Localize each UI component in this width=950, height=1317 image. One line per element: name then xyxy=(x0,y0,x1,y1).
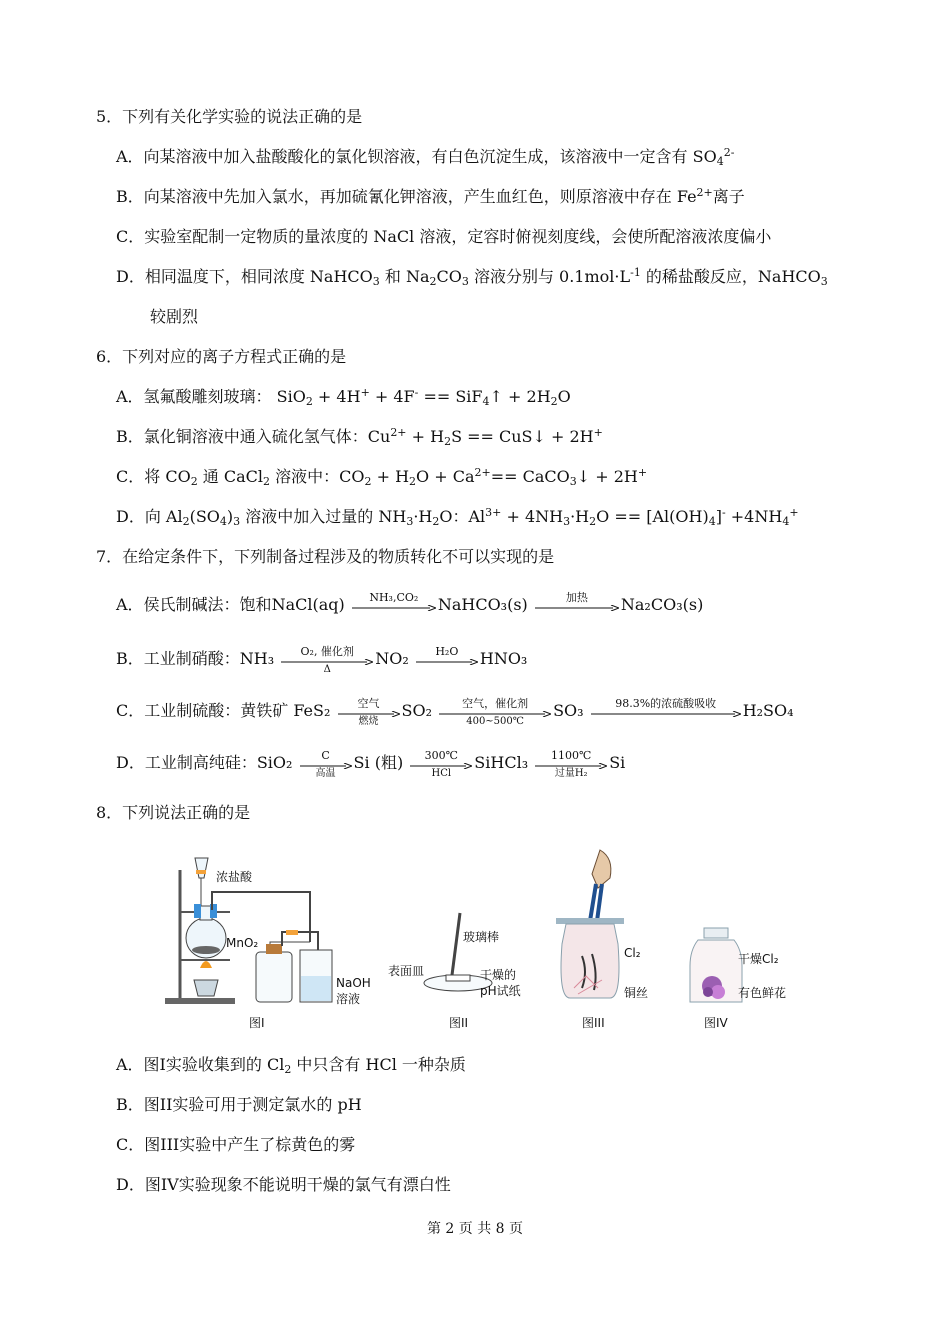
label-cl2: Cl₂ xyxy=(624,946,641,960)
reaction-arrow: 空气，催化剂 400~500℃ xyxy=(439,701,551,723)
label-ph-paper: pH试纸 xyxy=(480,984,521,998)
q7-option-a: A．侯氏制碱法：饱和NaCl(aq) NH₃,CO₂ NaHCO₃(s) 加热 Na₂CO₃(s) xyxy=(116,594,703,617)
q7-option-c: C．工业制硫酸：黄铁矿 FeS₂ 空气 燃烧 SO₂ 空气，催化剂 400~500℃ SO₃ 98.3%的浓硫酸吸收 H₂SO₄ xyxy=(116,696,794,727)
q6-option-b: B．氯化铜溶液中通入硫化氢气体：$Cu^{2+} + H_2S$ == CuS↓ + 2H+ xyxy=(116,426,603,448)
q8-option-c: C．图III实验中产生了棕黄色的雾 xyxy=(116,1135,356,1154)
q8-option-a: A．图I实验收集到的 $Cl_2$ 中只含有 HCl 一种杂质 xyxy=(116,1055,466,1076)
page-footer: 第 2 页 共 8 页 xyxy=(426,1221,524,1237)
figure-1-caption: 图I xyxy=(249,1016,265,1030)
label-dry-cl2: 干燥Cl₂ xyxy=(738,952,779,966)
reaction-arrow: H₂O xyxy=(416,649,478,671)
q5-option-b: B．向某溶液中先加入氯水，再加硫氰化钾溶液，产生血红色，则原溶液中存在 $Fe^{2+}$离子 xyxy=(116,186,745,206)
label-glass-rod: 玻璃棒 xyxy=(463,930,500,944)
q7-option-b: B．工业制硝酸：NH₃ O₂, 催化剂 Δ NO₂ H₂O HNO₃ xyxy=(116,644,528,675)
label-watch-glass: 表面皿 xyxy=(388,964,425,978)
reaction-arrow: 300℃ HCl xyxy=(410,753,472,775)
label-copper-wire: 铜丝 xyxy=(624,986,649,1000)
label-mno2: MnO₂ xyxy=(226,936,259,950)
figure-4-dry-chlorine-flower xyxy=(686,926,746,1008)
q8-stem: 8．下列说法正确的是 xyxy=(96,803,251,822)
reaction-arrow: O₂, 催化剂 Δ xyxy=(281,649,373,671)
q5-option-c: C．实验室配制一定物质的量浓度的 NaCl 溶液，定容时俯视刻度线，会使所配溶液浓度偏小 xyxy=(116,227,772,246)
figure-3-copper-burning xyxy=(552,848,632,1008)
reaction-arrow: 98.3%的浓硫酸吸收 xyxy=(591,701,741,723)
figure-2-caption: 图II xyxy=(449,1016,469,1030)
q5-option-a: A．向某溶液中加入盐酸酸化的氯化钡溶液，有白色沉淀生成，该溶液中一定含有 $SO_4^{2-}$ xyxy=(116,146,735,168)
q7-option-d: D．工业制高纯硅：SiO₂ C 高温 Si (粗) 300℃ HCl SiHCl₃ 1100℃ 过量H₂ Si xyxy=(116,748,626,779)
label-naoh: NaOH xyxy=(336,976,371,990)
label-dry-paper: 干燥的 xyxy=(480,968,517,982)
figure-4-caption: 图IV xyxy=(704,1016,728,1030)
label-naoh-solution: 溶液 xyxy=(336,992,361,1006)
q6-stem: 6．下列对应的离子方程式正确的是 xyxy=(96,347,347,366)
label-conc-hcl: 浓盐酸 xyxy=(216,870,253,884)
q5-stem: 5．下列有关化学实验的说法正确的是 xyxy=(96,107,363,126)
q7-stem: 7．在给定条件下，下列制备过程涉及的物质转化不可以实现的是 xyxy=(96,547,555,566)
figure-3-caption: 图III xyxy=(582,1016,605,1030)
reaction-arrow: 空气 燃烧 xyxy=(338,701,400,723)
reaction-arrow: 1100℃ 过量H₂ xyxy=(535,753,607,775)
q6-option-a: A．氢氟酸雕刻玻璃： SiO$_2$ + 4H+ + 4F- == SiF$_4$↑ + $2H_2O$ xyxy=(116,386,571,408)
q8-option-b: B．图II实验可用于测定氯水的 pH xyxy=(116,1095,362,1114)
reaction-arrow: 加热 xyxy=(535,595,619,617)
q8-option-d: D．图IV实验现象不能说明干燥的氯气有漂白性 xyxy=(116,1175,451,1194)
reaction-arrow: C 高温 xyxy=(300,753,352,775)
q6-option-c: C．将 $CO_2$ 通 CaCl$_2$ 溶液中：$CO_2 + H_2O + Ca^{2+}==$ CaCO$_3$↓ + 2H+ xyxy=(116,466,648,488)
label-fresh-flower: 有色鲜花 xyxy=(738,986,787,1000)
q5-option-d: D．相同温度下，相同浓度 NaHCO$_3$ 和 $Na_2CO_3$ 溶液分别与 $0.1mol\cdot L^{-1}$ 的稀盐酸反应，NaHCO$_3$ xyxy=(116,266,828,288)
q6-option-d: D．向 $Al_2(SO_4)_3$ 溶液中加入过量的 $NH_3\cdot H_2O$：$Al^{3+} + 4NH_3\cdot H_2O == [Al(OH)_4]^- +4NH_4^+$ xyxy=(116,506,799,528)
q5-option-d-cont: 较剧烈 xyxy=(150,307,199,326)
reaction-arrow: NH₃,CO₂ xyxy=(352,595,436,617)
